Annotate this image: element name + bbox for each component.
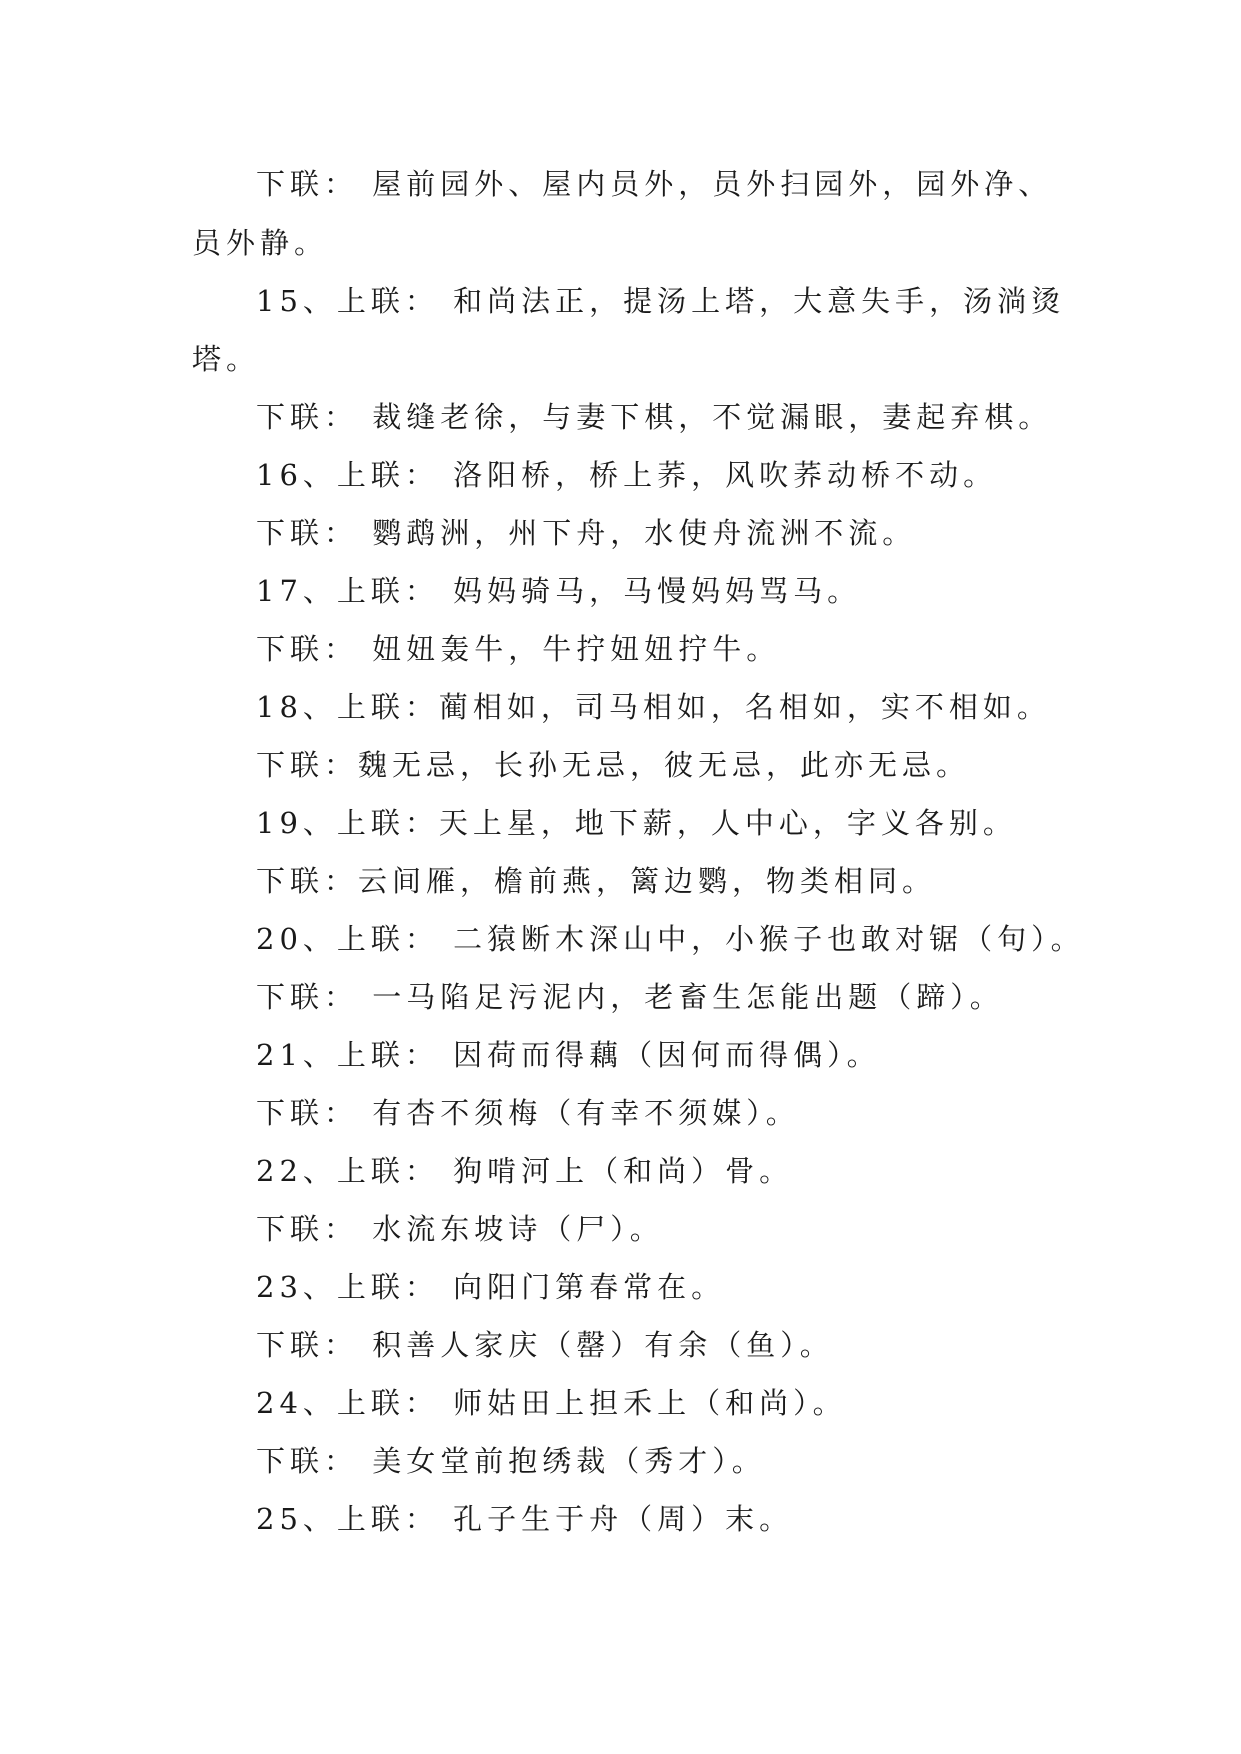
text-line: 22、上联： 狗啃河上（和尚）骨。: [256, 1154, 794, 1188]
text-line: 下联： 屋前园外、屋内员外，员外扫园外，园外净、: [256, 167, 1053, 201]
text-line: 下联： 积善人家庆（罄）有余（鱼）。: [256, 1328, 834, 1362]
text-line: 23、上联： 向阳门第春常在。: [256, 1270, 726, 1304]
text-line: 下联： 妞妞轰牛，牛拧妞妞拧牛。: [256, 632, 781, 666]
text-line: 15、上联： 和尚法正，提汤上塔，大意失手，汤淌烫: [256, 284, 1066, 318]
text-line: 下联： 美女堂前抱绣裁（秀才）。: [256, 1444, 766, 1478]
text-line: 下联： 裁缝老徐，与妻下棋，不觉漏眼，妻起弃棋。: [256, 400, 1053, 434]
text-line: 16、上联： 洛阳桥，桥上荞，风吹荞动桥不动。: [256, 458, 998, 492]
text-line: 下联： 水流东坡诗（尸）。: [256, 1212, 664, 1246]
text-line: 员外静。: [192, 226, 329, 260]
text-line: 下联： 有杏不须梅（有幸不须媒）。: [256, 1096, 800, 1130]
text-line: 18、上联：蔺相如，司马相如，名相如，实不相如。: [256, 690, 1051, 724]
text-line: 24、上联： 师姑田上担禾上（和尚）。: [256, 1386, 847, 1420]
text-line: 25、上联： 孔子生于舟（周）末。: [256, 1502, 794, 1536]
text-line: 17、上联： 妈妈骑马，马慢妈妈骂马。: [256, 574, 862, 608]
text-line: 20、上联： 二猿断木深山中，小猴子也敢对锯（句）。: [256, 922, 1085, 956]
text-line: 下联： 一马陷足污泥内，老畜生怎能出题（蹄）。: [256, 980, 1004, 1014]
text-line: 21、上联： 因荷而得藕（因何而得偶）。: [256, 1038, 881, 1072]
text-line: 19、上联：天上星，地下薪，人中心，字义各别。: [256, 806, 1017, 840]
text-line: 塔。: [192, 342, 261, 376]
text-line: 下联：云间雁，檐前燕，篱边鹦，物类相同。: [256, 864, 937, 898]
text-line: 下联：魏无忌，长孙无忌，彼无忌，此亦无忌。: [256, 748, 971, 782]
text-line: 下联： 鹦鹉洲，州下舟，水使舟流洲不流。: [256, 516, 917, 550]
